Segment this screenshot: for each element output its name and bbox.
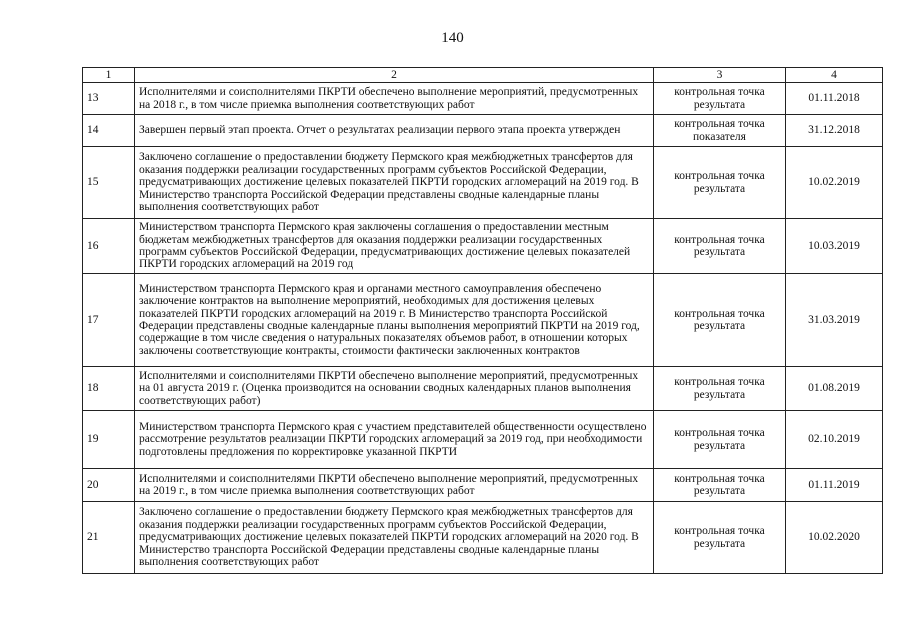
column-header: 2 (135, 68, 654, 83)
row-number: 17 (83, 274, 135, 367)
row-number: 19 (83, 411, 135, 469)
table-row (83, 147, 883, 219)
row-date: 31.12.2018 (786, 115, 883, 147)
row-number: 14 (83, 115, 135, 147)
row-description: Министерством транспорта Пермского края и органами местного самоуправления обеспечено заключение контрактов на выполнение мероприятий, необходимых для достижения целевых показателей ПКРТИ городских агломераций на 2019 г. В Министерство транспорта Российской Федерации представлены сводные календарные планы выполнения мероприятий ПКРТИ на 2019 год, содержащие в том числе сведения о натуральных показателях объемов работ, в отношении которых заключены соответствующие контракты, стоимости фактически заключенных контрактов (135, 274, 654, 367)
row-description: Исполнителями и соисполнителями ПКРТИ обеспечено выполнение мероприятий, предусмотренных на 2019 г., в том числе приемка выполнения соответствующих работ (135, 469, 654, 502)
row-number: 21 (83, 502, 135, 574)
column-header: 1 (83, 68, 135, 83)
row-checkpoint-type: контрольная точка результата (654, 219, 786, 274)
row-description: Министерством транспорта Пермского края заключены соглашения о предоставлении местным бюджетам межбюджетных трансфертов для оказания поддержки реализации государственных программ субъектов Российской Федерации, предусматривающих достижение целевых показателей ПКРТИ городских агломераций на 2019 год (135, 219, 654, 274)
row-description: Исполнителями и соисполнителями ПКРТИ обеспечено выполнение мероприятий, предусмотренных на 2018 г., в том числе приемка выполнения соответствующих работ (135, 83, 654, 115)
row-date: 01.11.2019 (786, 469, 883, 502)
row-number: 18 (83, 367, 135, 411)
schedule-table (82, 67, 883, 574)
row-description: Заключено соглашение о предоставлении бюджету Пермского края межбюджетных трансфертов для оказания поддержки реализации государственных программ субъектов Российской Федерации, предусматривающих достижение целевых показателей ПКРТИ городских агломераций на 2020 год. В Министерство транспорта Российской Федерации представлены сводные календарные планы выполнения соответствующих работ (135, 502, 654, 574)
row-checkpoint-type: контрольная точка результата (654, 502, 786, 574)
row-description: Министерством транспорта Пермского края с участием представителей общественности осуществлено рассмотрение результатов реализации ПКРТИ городских агломераций за 2019 год, при необходимости подготовлены предложения по корректировке указанной ПКРТИ (135, 411, 654, 469)
row-description: Заключено соглашение о предоставлении бюджету Пермского края межбюджетных трансфертов для оказания поддержки реализации государственных программ субъектов Российской Федерации, предусматривающих достижение целевых показателей ПКРТИ городских агломераций на 2019 год. В Министерство транспорта Российской Федерации представлены сводные календарные планы выполнения соответствующих работ (135, 147, 654, 219)
row-date: 10.02.2020 (786, 502, 883, 574)
row-checkpoint-type: контрольная точка результата (654, 83, 786, 115)
table-row (83, 502, 883, 574)
table-header-row (83, 68, 883, 83)
column-header: 4 (786, 68, 883, 83)
row-checkpoint-type: контрольная точка результата (654, 147, 786, 219)
row-number: 16 (83, 219, 135, 274)
row-checkpoint-type: контрольная точка показателя (654, 115, 786, 147)
row-number: 15 (83, 147, 135, 219)
row-checkpoint-type: контрольная точка результата (654, 367, 786, 411)
row-checkpoint-type: контрольная точка результата (654, 469, 786, 502)
row-description: Завершен первый этап проекта. Отчет о результатах реализации первого этапа проекта утвержден (135, 115, 654, 147)
column-header: 3 (654, 68, 786, 83)
page-number: 140 (441, 30, 464, 46)
row-number: 20 (83, 469, 135, 502)
table-row (83, 469, 883, 502)
row-number: 13 (83, 83, 135, 115)
table-row (83, 83, 883, 115)
row-date: 02.10.2019 (786, 411, 883, 469)
table-row (83, 411, 883, 469)
table-row (83, 219, 883, 274)
row-date: 10.02.2019 (786, 147, 883, 219)
row-date: 01.11.2018 (786, 83, 883, 115)
row-date: 10.03.2019 (786, 219, 883, 274)
table-row (83, 274, 883, 367)
row-checkpoint-type: контрольная точка результата (654, 411, 786, 469)
row-date: 31.03.2019 (786, 274, 883, 367)
row-date: 01.08.2019 (786, 367, 883, 411)
row-description: Исполнителями и соисполнителями ПКРТИ обеспечено выполнение мероприятий, предусмотренных на 01 августа 2019 г. (Оценка производится на основании сводных календарных планов выполнения соответствующих работ) (135, 367, 654, 411)
table-row (83, 367, 883, 411)
row-checkpoint-type: контрольная точка результата (654, 274, 786, 367)
table-row (83, 115, 883, 147)
